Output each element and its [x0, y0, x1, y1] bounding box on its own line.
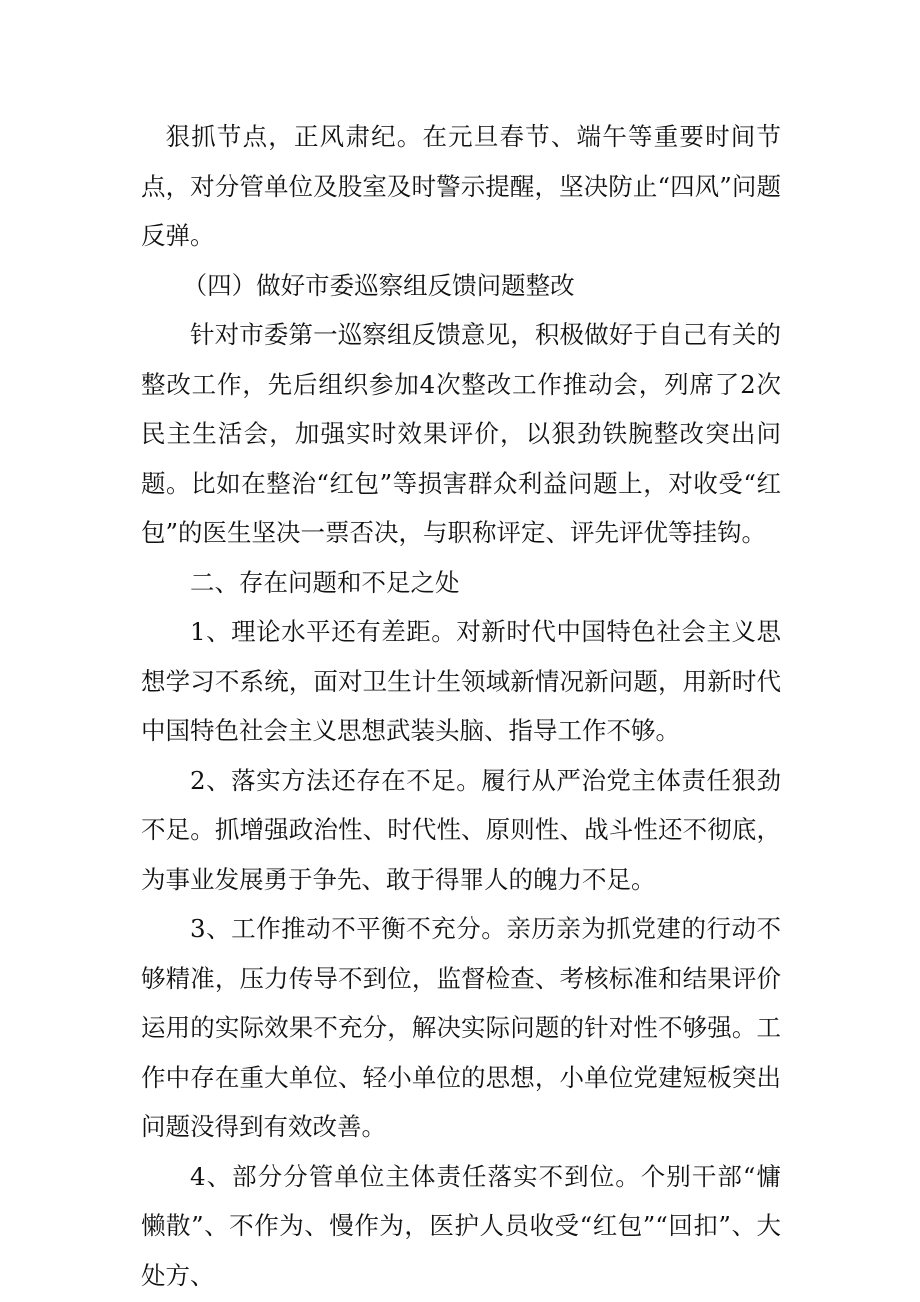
section-heading-inspection-rectification: （四）做好市委巡察组反馈问题整改 — [182, 270, 575, 300]
section-heading-problems: 二、存在问题和不足之处 — [190, 567, 460, 597]
paragraph-festival-discipline: 狠抓节点，正风肃纪。在元旦春节、端午等重要时间节点，对分管单位及股室及时警示提醒，坚决防止“四风”问题反弹。 — [141, 122, 781, 250]
paragraph-inspection-feedback: 针对市委第一巡察组反馈意见，积极做好于自己有关的整改工作，先后组织参加4次整改工作推动会，列席了2次民主生活会，加强实时效果评价，以狠劲铁腕整改突出问题。比如在整治“红包”等损害群众利益问题上，对收受“红包”的医生坚决一票否决，与职称评定、评先评优等挂钩。 — [141, 320, 781, 547]
paragraph-problem-3: 3、工作推动不平衡不充分。亲历亲为抓党建的行动不够精准，压力传导不到位，监督检查、考核标准和结果评价运用的实际效果不充分，解决实际问题的针对性不够强。工作中存在重大单位、轻小单位的思想，小单位党建短板突出问题没得到有效改善。 — [141, 914, 781, 1141]
paragraph-problem-4: 4、部分分管单位主体责任落实不到位。个别干部“慵懒散”、不作为、慢作为，医护人员收受“红包”“回扣”、大处方、 — [141, 1161, 781, 1290]
paragraph-problem-1: 1、理论水平还有差距。对新时代中国特色社会主义思想学习不系统，面对卫生计生领域新情况新问题，用新时代中国特色社会主义思想武装头脑、指导工作不够。 — [141, 617, 781, 745]
document-page — [141, 112, 781, 1300]
paragraph-problem-2: 2、落实方法还存在不足。履行从严治党主体责任狠劲不足。抓增强政治性、时代性、原则性、战斗性还不彻底，为事业发展勇于争先、敢于得罪人的魄力不足。 — [141, 765, 781, 894]
